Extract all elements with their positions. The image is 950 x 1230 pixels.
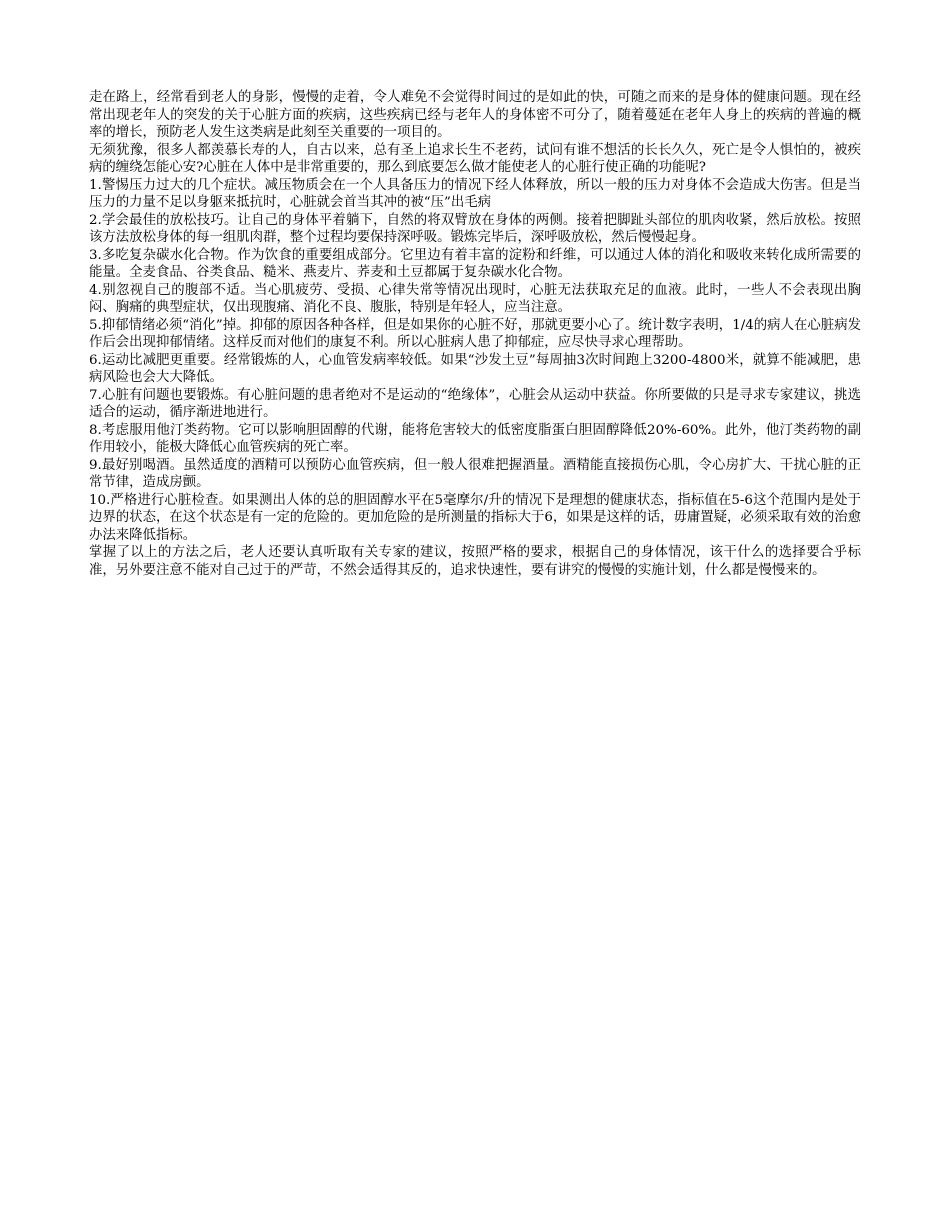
document-body (89, 89, 861, 579)
tip-3-carbohydrates: 3.多吃复杂碳水化合物。作为饮食的重要组成部分。它里边有着丰富的淀粉和纤维，可以通过人体的消化和吸收来转化成所需要的能量。全麦食品、谷类食品、糙米、燕麦片、荞麦和土豆都属于复杂碳水化合物。 (89, 247, 861, 280)
tip-9-alcohol: 9.最好别喝酒。虽然适度的酒精可以预防心血管疾病，但一般人很难把握酒量。酒精能直接损伤心肌，令心房扩大、干扰心脏的正常节律，造成房颤。 (89, 457, 861, 490)
question-paragraph: 无须犹豫，很多人都羡慕长寿的人，自古以来，总有圣上追求长生不老药，试问有谁不想活的长长久久，死亡是令人惧怕的，被疾病的缠绕怎能心安?心脏在人体中是非常重要的，那么到底要怎么做才能使老人的心脏行使正确的功能呢? (89, 142, 861, 175)
intro-paragraph: 走在路上，经常看到老人的身影，慢慢的走着，令人难免不会觉得时间过的是如此的快，可随之而来的是身体的健康问题。现在经常出现老年人的突发的关于心脏方面的疾病，这些疾病已经与老年人的身体密不可分了，随着蔓延在老年人身上的疾病的普遍的概率的增长，预防老人发生这类病是此刻至关重要的一项目的。 (89, 90, 861, 140)
tip-8-statins: 8.考虑服用他汀类药物。它可以影响胆固醇的代谢，能将危害较大的低密度脂蛋白胆固醇降低20%-60%。此外，他汀类药物的副作用较小，能极大降低心血管疾病的死亡率。 (89, 422, 861, 455)
tip-10-heart-checkup: 10.严格进行心脏检查。如果测出人体的总的胆固醇水平在5毫摩尔/升的情况下是理想的健康状态，指标值在5-6这个范围内是处于边界的状态，在这个状态是有一定的危险的。更加危险的是所测量的指标大于6，如果是这样的话，毋庸置疑，必须采取有效的治愈办法来降低指标。 (89, 492, 861, 543)
conclusion-paragraph: 掌握了以上的方法之后，老人还要认真听取有关专家的建议，按照严格的要求，根据自己的身体情况，该干什么的选择要合乎标准，另外要注意不能对自己过于的严苛，不然会适得其反的，追求快速性，要有讲究的慢慢的实施计划，什么都是慢慢来的。 (89, 545, 861, 578)
tip-6-exercise: 6.运动比减肥更重要。经常锻炼的人，心血管发病率较低。如果“沙发土豆”每周抽3次时间跑上3200-4800米，就算不能减肥，患病风险也会大大降低。 (89, 352, 861, 385)
tip-5-depression: 5.抑郁情绪必须“消化”掉。抑郁的原因各种各样，但是如果你的心脏不好，那就更要小心了。统计数字表明，1/4的病人在心脏病发作后会出现抑郁情绪。这样反而对他们的康复不利。所以心脏病人患了抑郁症，应尽快寻求心理帮助。 (89, 317, 861, 350)
tip-1-stress: 1.警惕压力过大的几个症状。减压物质会在一个人具备压力的情况下经人体释放，所以一般的压力对身体不会造成大伤害。但是当压力的力量不足以身躯来抵抗时，心脏就会首当其冲的被“压”出毛病 (89, 177, 861, 210)
tip-7-heart-exercise: 7.心脏有问题也要锻炼。有心脏问题的患者绝对不是运动的“绝缘体”，心脏会从运动中获益。你所要做的只是寻求专家建议，挑选适合的运动，循序渐进地进行。 (89, 387, 861, 420)
tip-4-abdominal-discomfort: 4.别忽视自己的腹部不适。当心肌疲劳、受损、心律失常等情况出现时，心脏无法获取充足的血液。此时，一些人不会表现出胸闷、胸痛的典型症状，仅出现腹痛、消化不良、腹胀，特别是年轻人，应当注意。 (89, 282, 861, 315)
tip-2-relaxation: 2.学会最佳的放松技巧。让自己的身体平着躺下，自然的将双臂放在身体的两侧。接着把脚趾头部位的肌肉收紧，然后放松。按照该方法放松身体的每一组肌肉群，整个过程均要保持深呼吸。锻炼完毕后，深呼吸放松，然后慢慢起身。 (89, 212, 861, 245)
